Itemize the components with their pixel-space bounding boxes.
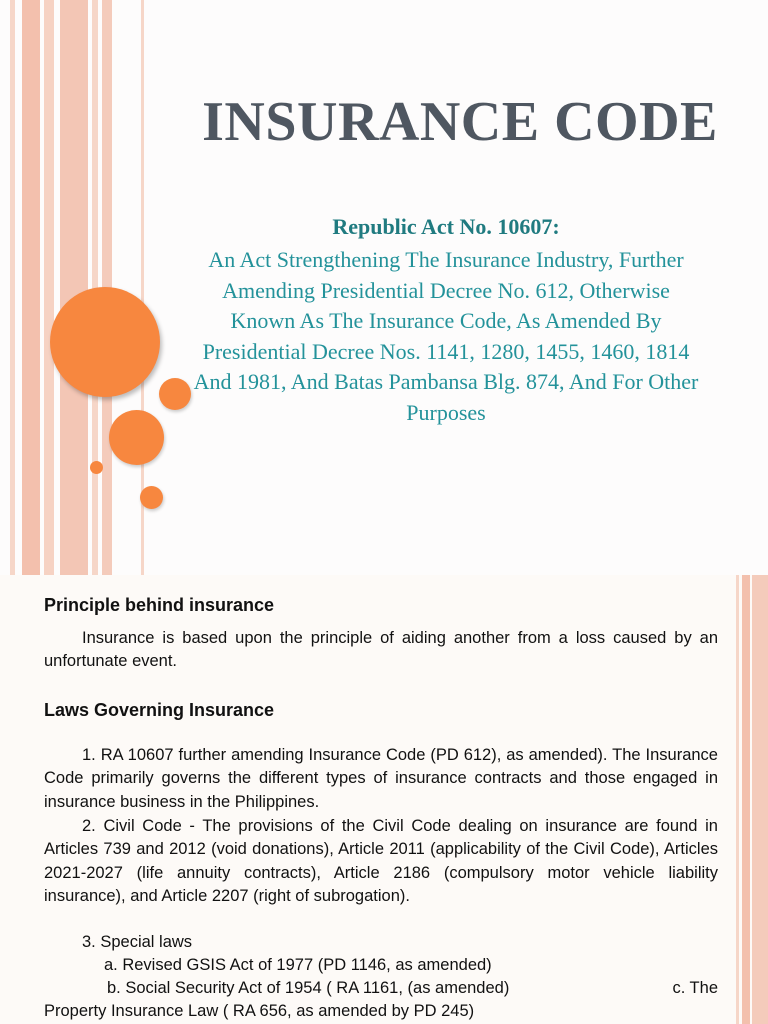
heading-laws: Laws Governing Insurance xyxy=(44,700,275,720)
law-item-3c: Property Insurance Law ( RA 656, as amended by PD 245) xyxy=(44,1002,475,1020)
content-slide xyxy=(0,575,768,1024)
law-item-2: 2. Civil Code - The provisions of the Civil Code dealing on insurance are found in Articles 739 and 2012 (void donations), Article 2011 (applicability of the Civil Code), Articles 2021-2027 (life annuity contracts), Article 2186 (compulsory motor vehicle liability insurance), and Article 2207 (right of subrogation). xyxy=(44,817,718,905)
heading-principle: Principle behind insurance xyxy=(44,595,275,615)
slide-title: INSURANCE CODE xyxy=(202,91,718,153)
decor-stripe xyxy=(22,0,40,575)
decor-circle xyxy=(109,410,164,465)
law-item-3: 3. Special laws xyxy=(82,933,193,951)
decor-stripe xyxy=(44,0,54,575)
law-item-3b: b. Social Security Act of 1954 ( RA 1161, (as amended) xyxy=(107,979,510,997)
subtitle-heading: Republic Act No. 10607: xyxy=(332,214,560,239)
decor-circle-large xyxy=(50,287,160,397)
decor-stripe xyxy=(742,575,750,1024)
principle-paragraph: Insurance is based upon the principle of aiding another from a loss caused by an unfortunate event. xyxy=(44,629,718,671)
law-item-3c-start: c. The xyxy=(672,979,718,997)
law-item-3a: a. Revised GSIS Act of 1977 (PD 1146, as amended) xyxy=(104,956,492,974)
decor-stripe xyxy=(752,575,768,1024)
decor-circle xyxy=(159,378,191,410)
decor-stripe xyxy=(736,575,739,1024)
law-item-1: 1. RA 10607 further amending Insurance Code (PD 612), as amended). The Insurance Code primarily governs the different types of insurance contracts and those engaged in insurance business in the Philippines. xyxy=(44,746,718,811)
decor-stripe xyxy=(10,0,15,575)
decor-circle xyxy=(140,486,163,509)
decor-stripe xyxy=(60,0,88,575)
decor-circle xyxy=(90,461,103,474)
subtitle-body: An Act Strengthening The Insurance Industry, Further Amending Presidential Decree No. 612, Otherwise Known As The Insurance Code, As Amended By Presidential Decree Nos. 1141, 1280, 1455, 1460, 1814 And 1981, And Batas Pambansa Blg. 874, And For Other Purposes xyxy=(193,247,699,425)
